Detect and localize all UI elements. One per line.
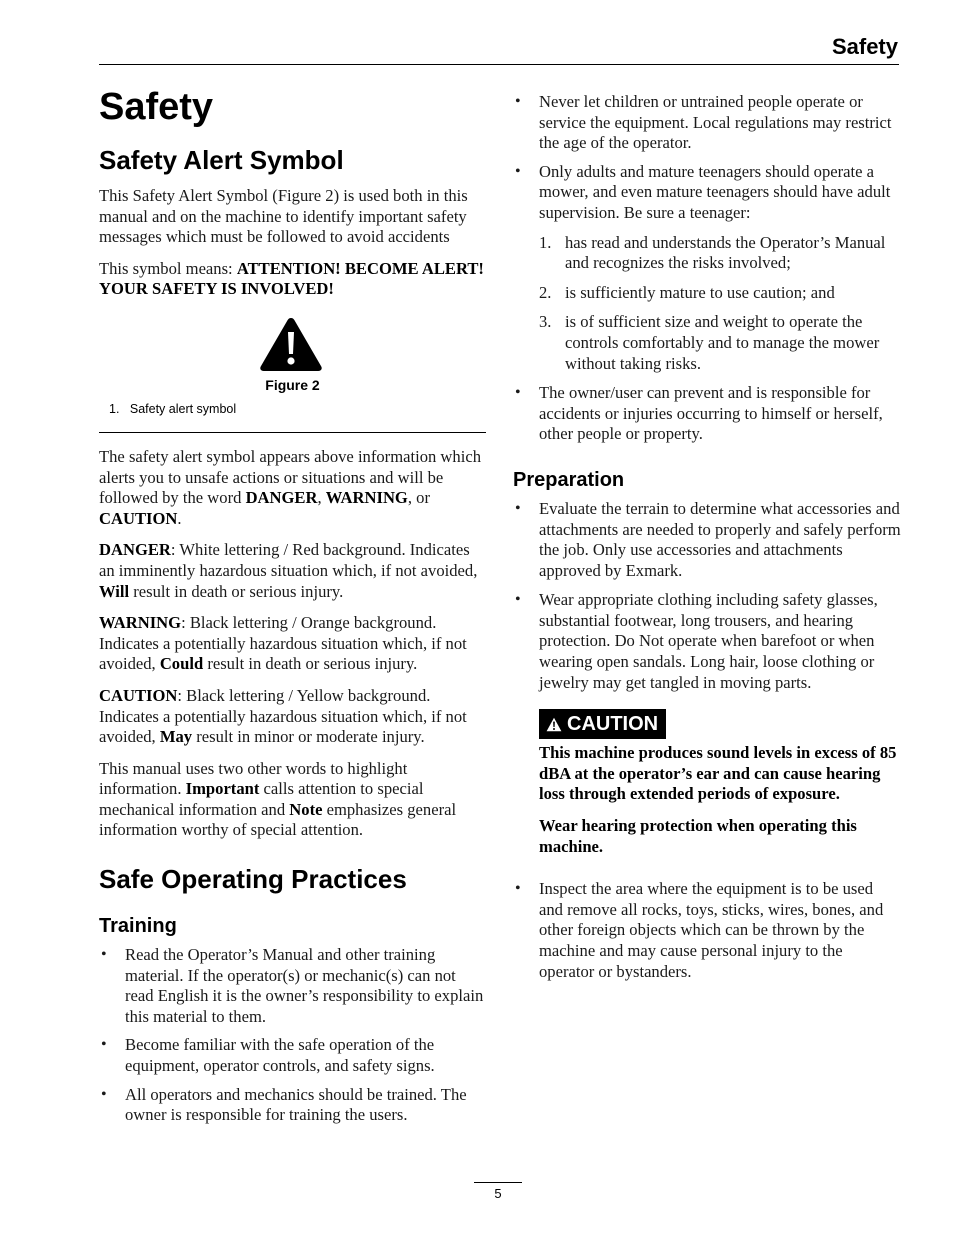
bullet-glyph: • <box>515 880 521 898</box>
signal-words-comma: , <box>317 488 326 508</box>
page-number: 5 <box>494 1186 502 1201</box>
caution-instruction: Wear hearing protection when operating this machine. <box>539 816 857 856</box>
list-item-text: Read the Operator’s Manual and other training material. If the operator(s) or mechanic(s) can not read English it is the owner’s responsibility to explain this material to them. <box>125 945 484 1026</box>
preparation-heading: Preparation <box>513 468 625 491</box>
warning-label: WARNING <box>99 613 182 633</box>
warning-text: : Black lettering / Orange background. Indicates a potentially hazardous situation which, if not avoided, <box>99 613 467 674</box>
list-item-text: Inspect the area where the equipment is to be used and remove all rocks, toys, sticks, wires, bones, and other foreign objects which can be thrown by the machine and may cause personal injury to the operator or bystanders. <box>539 879 884 981</box>
right-column <box>513 92 901 982</box>
symbol-meaning-prefix: This symbol means: <box>99 258 237 278</box>
signal-word-warning: WARNING <box>325 488 408 508</box>
list-item <box>513 383 901 445</box>
list-item <box>513 879 901 982</box>
bullet-glyph: • <box>101 1036 107 1054</box>
figure-rule <box>99 432 486 433</box>
bullet-glyph: • <box>515 591 521 609</box>
teenager-numbered-list <box>539 233 901 375</box>
preparation-list <box>513 499 901 693</box>
list-item <box>99 1085 486 1126</box>
header-rule <box>99 64 899 65</box>
item-number: 2. <box>539 282 552 302</box>
training-list-continued <box>513 92 901 445</box>
caution-block <box>513 709 901 857</box>
list-item-text: Only adults and mature teenagers should operate a mower, and even mature teenagers should have adult supervision. Be sure a teenager: <box>539 161 891 222</box>
bullet-glyph: • <box>101 1085 107 1103</box>
numbered-item-text: is sufficiently mature to use caution; and <box>565 282 835 302</box>
caution-emphasis: May <box>159 727 193 747</box>
item-number: 3. <box>539 312 552 332</box>
important-word: Important <box>185 779 260 799</box>
other-words-b: calls attention to special mechanical information and <box>99 779 424 819</box>
warning-emphasis: Could <box>159 654 204 674</box>
caution-tail: result in minor or moderate injury. <box>192 727 425 747</box>
numbered-item-text: has read and understands the Operator’s Manual and recognizes the risks involved; <box>565 232 886 273</box>
danger-definition <box>99 540 486 602</box>
list-item <box>513 162 901 374</box>
bullet-glyph: • <box>515 93 521 110</box>
training-list <box>99 945 486 1126</box>
symbol-meaning-paragraph <box>99 259 486 300</box>
caution-text: : Black lettering / Yellow background. Indicates a potentially hazardous situation which, if not avoided, <box>99 685 467 747</box>
callout-number: 1. <box>109 401 120 416</box>
numbered-item <box>539 233 901 274</box>
training-heading: Training <box>99 915 177 938</box>
warning-definition <box>99 613 486 675</box>
alert-intro-paragraph: This Safety Alert Symbol (Figure 2) is used both in this manual and on the machine to identify important safety messages which must be followed to avoid accidents <box>99 186 468 247</box>
signal-words-paragraph <box>99 447 486 529</box>
figure-caption: Figure 2 <box>265 376 320 393</box>
list-item-text: Never let children or untrained people operate or service the equipment. Local regulations may restrict the age of the operator. <box>539 92 892 153</box>
caution-definition <box>99 686 486 748</box>
list-item-text: Evaluate the terrain to determine what accessories and attachments are needed to properly and safely perform the job. Only use accessories and attachments approved by Exmark. <box>539 498 901 580</box>
caution-badge-label: CAUTION <box>567 713 659 736</box>
list-item-text: Wear appropriate clothing including safety glasses, substantial footwear, long trousers, and hearing protection. Do Not operate when barefoot or when wearing open sandals. Long hair, loose clothing or jewelry may get tangled in moving parts. <box>539 590 878 692</box>
caution-label: CAUTION <box>99 685 178 705</box>
bullet-glyph: • <box>101 946 107 964</box>
figure-2 <box>99 316 486 432</box>
signal-words-text: The safety alert symbol appears above information which alerts you to unsafe actions or situations and will be followed by the word <box>99 446 481 508</box>
bullet-glyph: • <box>515 499 521 517</box>
safety-alert-triangle-icon <box>259 316 323 372</box>
other-words-paragraph <box>99 759 486 841</box>
warning-tail: result in death or serious injury. <box>203 654 418 674</box>
list-item <box>513 499 901 581</box>
danger-label: DANGER <box>99 540 171 560</box>
caution-badge <box>539 709 666 739</box>
signal-word-caution: CAUTION <box>99 508 178 528</box>
danger-tail: result in death or serious injury. <box>129 581 344 601</box>
signal-words-or: , or <box>407 488 430 508</box>
running-header-title: Safety <box>831 34 898 59</box>
note-word: Note <box>289 799 323 819</box>
list-item <box>513 92 901 154</box>
numbered-item <box>539 283 901 304</box>
item-number: 1. <box>539 232 552 252</box>
other-words-c: emphasizes general information worthy of special attention. <box>99 799 457 840</box>
numbered-item <box>539 312 901 374</box>
preparation-list-continued <box>513 879 901 982</box>
caution-message: This machine produces sound levels in excess of 85 dBA at the operator’s ear and can cause hearing loss through extended periods of exposure. <box>539 743 897 804</box>
callout-text: Safety alert symbol <box>129 401 237 416</box>
bullet-glyph: • <box>515 384 521 402</box>
list-item <box>99 945 486 1027</box>
page-title: Safety <box>99 86 214 128</box>
other-words-a: This manual uses two other words to highlight information. <box>99 758 408 799</box>
list-item <box>513 590 901 693</box>
safety-alert-symbol-heading: Safety Alert Symbol <box>99 145 344 175</box>
figure-callout <box>109 402 236 416</box>
numbered-item-text: is of sufficient size and weight to operate the controls comfortably and to manage the mower without taking risks. <box>565 312 880 373</box>
left-column <box>99 84 486 1126</box>
danger-text: : White lettering / Red background. Indicates an imminently hazardous situation which, if not avoided, <box>99 540 478 580</box>
symbol-meaning-bold: ATTENTION! BECOME ALERT! YOUR SAFETY IS INVOLVED! <box>99 258 484 299</box>
warning-triangle-icon <box>546 717 562 732</box>
list-item-text: All operators and mechanics should be trained. The owner is responsible for training the users. <box>125 1084 467 1125</box>
safe-operating-practices-heading: Safe Operating Practices <box>99 864 407 895</box>
folio-rule <box>474 1182 522 1183</box>
bullet-glyph: • <box>515 162 521 180</box>
signal-word-danger: DANGER <box>245 488 318 508</box>
list-item-text: The owner/user can prevent and is responsible for accidents or injuries occurring to himself or herself, other people or property. <box>539 383 883 444</box>
signal-words-period: . <box>177 508 182 528</box>
danger-emphasis: Will <box>99 581 130 601</box>
list-item-text: Become familiar with the safe operation of the equipment, operator controls, and safety signs. <box>125 1035 435 1076</box>
list-item <box>99 1035 486 1076</box>
